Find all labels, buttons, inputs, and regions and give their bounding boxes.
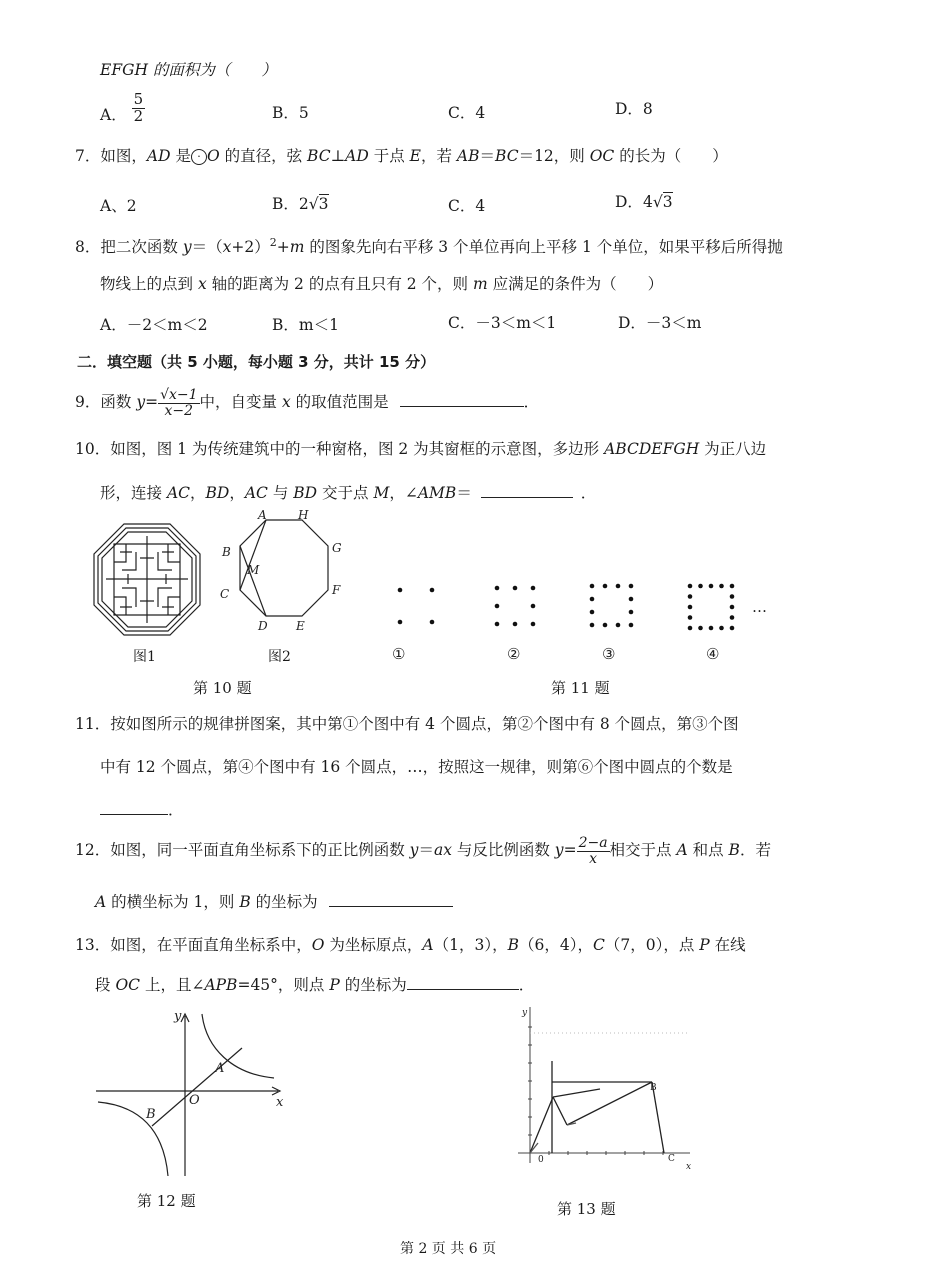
q7-var: AD (146, 147, 171, 165)
q10-text: ，∠ (389, 484, 418, 502)
pattern-2-label: ② (507, 645, 521, 663)
q10-figure1-window-lattice (92, 522, 202, 637)
q6-option-a-fraction (132, 92, 146, 125)
pattern-4-dot (688, 626, 693, 631)
q7-text: 如图， (100, 147, 147, 165)
q11-dot-patterns (380, 570, 780, 670)
pattern-1-dot (398, 588, 403, 593)
q11-line2: 中有 12 个圆点，第④个图中有 16 个圆点，…，按照这一规律，则第⑥个图中圆点的个数是 (100, 758, 733, 776)
pattern-3-label: ③ (602, 645, 616, 663)
q11-text: 按如图所示的规律拼图案，其中第①个图中有 4 个圆点，第②个图中有 8 个圆点，第③个图 (110, 715, 739, 733)
q12-text: 相交于点 (609, 841, 677, 860)
q9-stem (75, 388, 539, 418)
q13-text: 为坐标原点， (324, 936, 423, 954)
q8-option-c: C．－3＜m＜1 (448, 314, 557, 332)
q13-x-axis-label: x (686, 1162, 692, 1172)
q9-answer-blank[interactable] (400, 392, 524, 407)
vertex-e-label: E (296, 619, 305, 633)
q8-text: 物线上的点到 (100, 275, 198, 293)
q12-caption: 第 12 题 (137, 1192, 196, 1210)
q12-x-axis-label: x (276, 1095, 284, 1110)
q10-text: ， (190, 484, 206, 502)
pattern-3-dot (590, 610, 595, 615)
q7-b-radicand: 3 (318, 195, 329, 213)
q12-figure (92, 1008, 292, 1183)
pattern-4-dot (698, 626, 703, 631)
pattern-4-dot (719, 584, 724, 589)
q12-origin-label: O (189, 1093, 200, 1108)
q7-text: 的长为（ ） (614, 147, 728, 165)
q8-exponent: 2 (269, 235, 277, 249)
q13-text: 段 (95, 976, 116, 994)
point-m-label: M (247, 563, 260, 577)
pattern-1-dot (430, 588, 435, 593)
q8-text: +2） (231, 238, 270, 256)
q10-figure2-octagon (214, 508, 354, 638)
pattern-3-dot (590, 623, 595, 628)
q10-line2 (100, 481, 596, 503)
q12-text: ＝ (418, 841, 434, 860)
vertex-h-label: H (298, 508, 309, 522)
pattern-4-dot (698, 584, 703, 589)
sqrt-symbol: √ (308, 195, 319, 213)
q8-text: 轴的距离为 2 的点有且只有 2 个，则 (206, 275, 473, 293)
q12-var: B (728, 841, 740, 860)
q13-y-axis-label: y (522, 1008, 528, 1018)
q13-text: ． (518, 976, 535, 994)
pattern-3-dot (590, 584, 595, 589)
q12-var: y (409, 841, 419, 860)
q12-point-b-label: B (146, 1107, 156, 1122)
pattern-3-dot (590, 597, 595, 602)
q13-point-b-label: B (650, 1083, 657, 1093)
pattern-4-dot (688, 584, 693, 589)
q7-b-label: B． (272, 195, 299, 213)
pattern-4-dot (730, 615, 735, 620)
q12-var: A (95, 893, 107, 911)
pattern-2-dot (531, 604, 536, 609)
q11-line1 (75, 712, 739, 734)
q9-text: = (145, 393, 159, 412)
q8-var: m (472, 275, 488, 293)
q9-denominator: x−2 (164, 402, 194, 419)
q12-var: A (676, 841, 688, 860)
vertex-g-label: G (332, 541, 342, 555)
q8-text: 把二次函数 (100, 238, 183, 256)
pattern-4-dot (688, 605, 693, 610)
q12-text: 与反比例函数 (451, 841, 555, 860)
q7-text: ，若 (420, 147, 457, 165)
q7-d-radicand: 3 (662, 193, 673, 211)
q12-text: = (563, 841, 577, 860)
q8-number: 8． (75, 238, 101, 256)
vertex-d-label: D (258, 619, 268, 633)
q10-text: 如图，图 1 为传统建筑中的一种窗格，图 2 为其窗框的示意图，多边形 (110, 440, 605, 458)
pattern-2-dot (513, 622, 518, 627)
q13-line1 (75, 933, 746, 955)
pattern-4-dot (688, 594, 693, 599)
q9-number: 9． (75, 393, 101, 412)
q10-var: BD (205, 484, 230, 502)
q12-number: 12． (75, 841, 111, 860)
q8-var: x (197, 275, 207, 293)
q8-option-d: D．－3＜m (618, 314, 702, 332)
q10-fig1-label: 图1 (133, 649, 156, 665)
q8-var: x (222, 238, 232, 256)
pattern-ellipsis: … (752, 598, 767, 616)
q10-answer-blank[interactable] (481, 483, 573, 498)
pattern-2-dot (513, 586, 518, 591)
pattern-4-dot (730, 584, 735, 589)
pattern-4-dot (730, 594, 735, 599)
q13-text: （1，3）， (433, 936, 508, 954)
q7-d-label: D． (615, 193, 643, 211)
q11-line3 (100, 798, 184, 820)
pattern-1-label: ① (392, 645, 406, 663)
q7-d-coef: 4 (642, 193, 653, 211)
pattern-2-dot (495, 604, 500, 609)
q13-text: 上，且∠ (140, 976, 205, 994)
q7-text: 是 (170, 147, 191, 165)
q7-option-c: C．4 (448, 197, 486, 215)
q10-caption: 第 10 题 (193, 679, 252, 697)
pattern-3-dot (616, 623, 621, 628)
pattern-1-dot (398, 620, 403, 625)
q8-option-b: B．m＜1 (272, 316, 339, 334)
q7-option-b (272, 192, 329, 214)
q8-text: 的图象先向右平移 3 个单位再向上平移 1 个单位，如果平移后所得抛 (304, 238, 783, 256)
pattern-3-dot (629, 584, 634, 589)
q13-text: 的坐标为 (339, 976, 407, 994)
q13-text: （7，0），点 (604, 936, 700, 954)
q6-a-numerator: 5 (133, 90, 144, 108)
q10-var: AMB (417, 484, 457, 502)
q10-var: ABCDEFGH (604, 440, 700, 458)
q8-text: 应满足的条件为（ ） (487, 275, 664, 293)
q7-var: BC (495, 147, 519, 165)
q6-option-a-label: A． (100, 106, 127, 125)
q10-text: 形，连接 (100, 484, 167, 502)
q10-var: BD (293, 484, 318, 502)
q7-text: ＝12，则 (518, 147, 590, 165)
q8-var: m (289, 238, 305, 256)
q13-line2 (95, 973, 534, 995)
q12-text: 的坐标为 (250, 893, 318, 911)
q6-stem-tail: EFGH 的面积为（ ） (100, 61, 277, 79)
pattern-1-dot (430, 620, 435, 625)
q12-point-a-label: A (215, 1061, 225, 1076)
q13-var: B (507, 936, 519, 954)
q13-figure (500, 1003, 700, 1188)
q13-var: A (422, 936, 434, 954)
q9-var: x (281, 393, 291, 412)
q10-text: ＝ (456, 484, 472, 502)
q10-line1 (75, 437, 766, 459)
q9-numerator: √x−1 (160, 387, 198, 403)
section-heading: 二．填空题（共 5 小题，每小题 3 分，共计 15 分） (77, 353, 436, 371)
pattern-4-dot (709, 626, 714, 631)
q11-caption: 第 11 题 (551, 679, 610, 697)
q7-var: OC (589, 147, 615, 165)
q9-fraction (158, 388, 199, 418)
q8-line1 (75, 235, 783, 257)
q12-line1 (75, 836, 771, 866)
q7-var: AB (456, 147, 480, 165)
pattern-4-dot (688, 615, 693, 620)
q13-text: 如图，在平面直角坐标系中， (110, 936, 312, 954)
q10-var: M (373, 484, 390, 502)
q13-var: O (311, 936, 325, 954)
q7-b-coef: 2 (298, 195, 309, 213)
q11-answer-blank[interactable] (100, 800, 168, 815)
q12-text: 和点 (687, 841, 729, 860)
q12-var: ax (433, 841, 452, 860)
q13-answer-blank[interactable] (407, 975, 519, 990)
page-footer: 第 2 页 共 6 页 (400, 1241, 497, 1257)
pattern-2-dot (531, 586, 536, 591)
pattern-3-dot (629, 610, 634, 615)
q7-text: 于点 (368, 147, 410, 165)
q6-a-denominator: 2 (133, 106, 144, 125)
q13-point-c-label: C (668, 1154, 675, 1164)
q10-text: 交于点 (317, 484, 374, 502)
q11-text: ． (168, 801, 184, 819)
q6-option-d: D．8 (615, 100, 653, 118)
q12-numerator: 2−a (578, 835, 608, 851)
q9-text: 中，自变量 (199, 393, 282, 412)
q7-option-a: A、2 (100, 197, 137, 215)
q13-var: C (592, 936, 605, 954)
q8-text: ＝（ (191, 238, 223, 256)
sqrt-symbol: √ (652, 193, 663, 211)
q7-text: ⊥ (330, 147, 346, 165)
q12-denominator: x (589, 850, 597, 867)
pattern-3-dot (603, 623, 608, 628)
q8-var: y (182, 238, 192, 256)
q13-text: 在线 (709, 936, 746, 954)
q12-text: 的横坐标为 1，则 (106, 893, 240, 911)
q9-var: y (136, 393, 146, 412)
q13-var: P (329, 976, 340, 994)
q7-text: 的直径，弦 (219, 147, 308, 165)
pattern-2-dot (495, 622, 500, 627)
pattern-4-label: ④ (706, 645, 720, 663)
vertex-a-label: A (258, 508, 267, 522)
q7-option-d (615, 190, 673, 212)
pattern-4-dot (719, 626, 724, 631)
q12-text: 如图，同一平面直角坐标系下的正比例函数 (110, 841, 410, 860)
vertex-b-label: B (222, 545, 231, 559)
q10-var: AC (166, 484, 190, 502)
circle-symbol: · (191, 149, 207, 165)
q12-answer-blank[interactable] (329, 892, 453, 907)
q7-var: E (409, 147, 421, 165)
q11-number: 11． (75, 715, 111, 733)
q13-var: P (699, 936, 710, 954)
q9-text: 函数 (100, 393, 137, 412)
q6-option-a (100, 92, 145, 125)
q7-text: ＝ (479, 147, 496, 165)
q8-text: + (276, 238, 290, 256)
pattern-2-dot (531, 622, 536, 627)
q10-text: 为正八边 (699, 440, 767, 458)
vertex-c-label: C (220, 587, 230, 601)
q9-text: 的取值范围是 (290, 393, 389, 412)
q7-var: BC (307, 147, 331, 165)
q13-origin-label: 0 (538, 1155, 544, 1165)
q6-option-b: B．5 (272, 104, 309, 122)
q10-fig2-label: 图2 (268, 649, 291, 665)
q12-line2 (95, 890, 453, 912)
q13-text: =45°，则点 (237, 976, 330, 994)
q12-y-axis-label: y (174, 1009, 182, 1024)
q13-number: 13． (75, 936, 111, 954)
q10-text: ． (580, 484, 597, 502)
q13-var: OC (115, 976, 141, 994)
q12-var: B (239, 893, 251, 911)
pattern-4-dot (730, 605, 735, 610)
q7-var: O (206, 147, 220, 165)
q8-line2 (100, 272, 663, 294)
q12-var: y (554, 841, 564, 860)
pattern-4-dot (730, 626, 735, 631)
q10-text: ， (229, 484, 245, 502)
q13-var: APB (204, 976, 238, 994)
q9-text: ． (523, 393, 540, 412)
q13-text: （6，4）， (518, 936, 593, 954)
pattern-3-dot (603, 584, 608, 589)
q7-var: AD (345, 147, 369, 165)
pattern-2-dot (495, 586, 500, 591)
pattern-3-dot (616, 584, 621, 589)
q8-option-a: A．－2＜m＜2 (100, 316, 208, 334)
pattern-3-dot (629, 597, 634, 602)
vertex-f-label: F (332, 583, 341, 597)
q13-caption: 第 13 题 (557, 1200, 616, 1218)
q10-number: 10． (75, 440, 111, 458)
q12-text: ．若 (739, 841, 771, 860)
q6-option-c: C．4 (448, 104, 486, 122)
q10-var: AC (244, 484, 268, 502)
q7-stem (75, 144, 728, 166)
q7-number: 7． (75, 147, 101, 165)
pattern-4-dot (709, 584, 714, 589)
q10-text: 与 (267, 484, 294, 502)
q12-fraction (577, 836, 610, 866)
pattern-3-dot (629, 623, 634, 628)
